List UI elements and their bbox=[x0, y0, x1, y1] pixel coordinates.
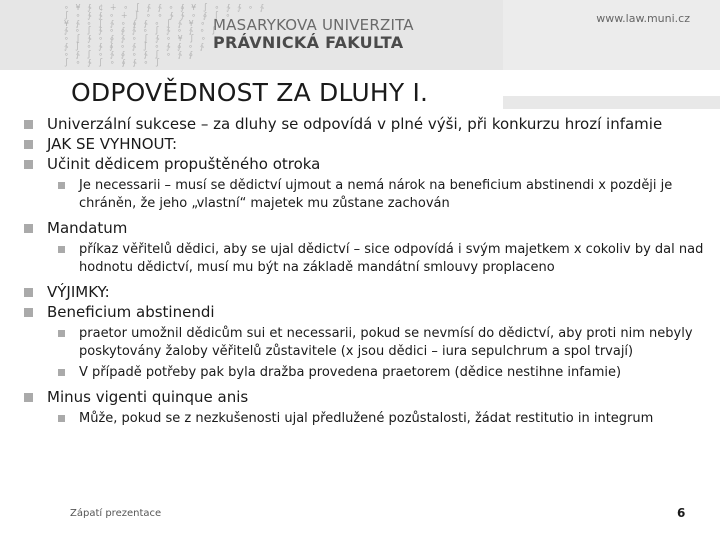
subbullet-necessarii: Je necessarii – musí se dědictví ujmout a nemá nárok na beneficium abstinendi x později je chráněn, že jeho „vlastní“ majetek mu zůstane zachován bbox=[58, 177, 712, 213]
bullet-universal-succession: Univerzální sukcese – za dluhy se odpovídá v plné výši, při konkurzu hrozí infamie bbox=[22, 114, 712, 134]
header-accent-block bbox=[503, 0, 720, 70]
university-seal-pattern: ∘ ¥ ∱ ¢ ∔ ∘ ∫ ∱ ∱ ∘ ∮ ∫ ∘ ∱ ∱ ∘ ∔ ∫ ∘ ∘ ∱ ∱ ¥ ∱ ∘ ∫ ∱ ∘ ∮ ∱ ∘ ∫ ∱ ∱ ∘ ∫ ∱ ∘ ∮ ∱ ∘ ∫ ∱ ∘ ∘ ∫ ∱ ∘ ∮ ∱ ∘ ∫ ∱ ∘ ¥ ∱ ∫ ∘ ∱ ∮ ∘ ∱ ∫ ∘ ∱ ∮ ∘ ∱ ∫ ∘ ∱ ∮ ∘ ∱ ∫ ∘ ∱ ∫ ∘ ∱ ∫ ∘ ∮ ∱ ∘ ∫ bbox=[64, 3, 186, 67]
university-name: MASARYKOVA UNIVERZITA bbox=[213, 16, 414, 34]
subbullet-praetor-permission: praetor umožnil dědicům sui et necessarii, pokud se nevmísí do dědictví, aby proti nim nebyly poskytovány žaloby věřitelů zůstavitele (x jsou dědici – iura sepulchrum a spol trvají) bbox=[58, 325, 712, 361]
bullet-exceptions: VÝJIMKY: bbox=[22, 282, 712, 302]
page-number: 6 bbox=[677, 506, 686, 520]
title-accent-bar bbox=[503, 96, 720, 109]
bullet-beneficium-abstinendi: Beneficium abstinendi bbox=[22, 302, 712, 322]
bullet-how-to-avoid: JAK SE VYHNOUT: bbox=[22, 134, 712, 154]
footer-text: Zápatí prezentace bbox=[70, 508, 162, 519]
subbullet-auction: V případě potřeby pak byla dražba provedena praetorem (dědice nestihne infamie) bbox=[58, 364, 712, 382]
bullet-mandatum: Mandatum bbox=[22, 218, 712, 238]
bullet-minus-vigenti: Minus vigenti quinque anis bbox=[22, 387, 712, 407]
bullet-freed-slave-heir: Učinit dědicem propuštěného otroka bbox=[22, 154, 712, 174]
subbullet-restitutio: Může, pokud se z nezkušenosti ujal předlužené pozůstalosti, žádat restitutio in integrum bbox=[58, 410, 712, 428]
slide-title: ODPOVĚDNOST ZA DLUHY I. bbox=[71, 78, 429, 107]
subbullet-creditor-order: příkaz věřitelů dědici, aby se ujal dědictví – sice odpovídá i svým majetkem x cokoliv by dal nad hodnotu dědictví, musí mu být na základě mandátní smlouvy proplaceno bbox=[58, 241, 712, 277]
website-url: www.law.muni.cz bbox=[596, 12, 690, 25]
faculty-name: PRÁVNICKÁ FAKULTA bbox=[213, 33, 404, 52]
slide-content bbox=[22, 114, 712, 428]
